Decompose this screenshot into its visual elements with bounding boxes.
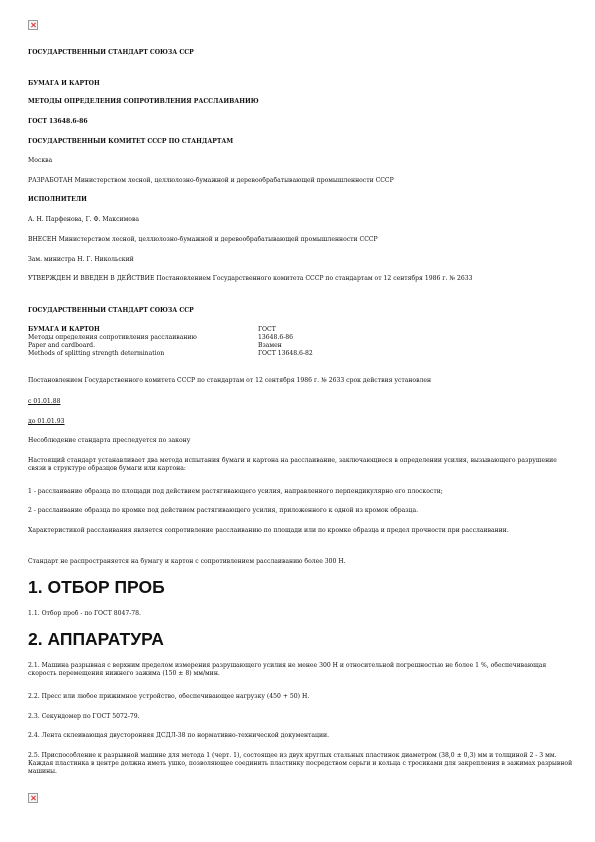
table-cell: Paper and cardboard.: [28, 342, 96, 349]
table-row: [28, 334, 573, 342]
table-row: [28, 326, 573, 334]
executors-line: А. Н. Парфенова, Г. Ф. Максимова: [28, 216, 140, 223]
introduced-line: ВНЕСЕН Министерством лесной, целлюлозно-бумажной и деревообрабатывающей промышленности СССР: [28, 236, 378, 243]
broken-image-icon: [28, 20, 38, 30]
table-cell: Methods of splitting strength determination: [28, 350, 165, 357]
table-row: [28, 350, 573, 358]
subject-line: БУМАГА И КАРТОН: [28, 80, 100, 87]
methods-line: МЕТОДЫ ОПРЕДЕЛЕНИЯ СОПРОТИВЛЕНИЯ РАССЛАИВАНИЮ: [28, 98, 259, 105]
section-1-heading: 1. ОТБОР ПРОБ: [28, 577, 165, 597]
method-2-line: 2 - расслаивание образца по кромке под действием растягивающего усилия, приложенного к одной из кромок образца.: [28, 507, 419, 514]
noncompliance-line: Несоблюдение стандарта преследуется по закону: [28, 437, 191, 444]
standard-info-table: [28, 326, 573, 358]
broken-image-icon: [28, 793, 38, 803]
executors-label: ИСПОЛНИТЕЛИ: [28, 196, 87, 203]
section-2-paragraph-1: 2.1. Машина разрывная с верхним пределом измерения разрушающего усилия не менее 300 Н и относительной погрешностью не более 1 %, обеспечивающая скорость перемещения нижнего зажима (150 ± 8) мм/мин.: [28, 662, 547, 677]
table-cell: Взамен: [258, 342, 282, 349]
city-line: Москва: [28, 157, 53, 164]
section-2-paragraph-5: 2.5. Приспособление к разрывной машине для метода 1 (черт. 1), состоящее из двух круглых стальных пластинок диаметром (38,0 ± 0,3) мм и толщиной 2 - 3 мм. Каждая пластинка в центре должна иметь ушко, позволяющее соединить пластинку посредством серьги и кольца с тросиками для закрепления в зажимах разрывной машины.: [28, 752, 573, 775]
gost-number: ГОСТ 13648.6-86: [28, 118, 88, 125]
section-1-paragraph: 1.1. Отбор проб - по ГОСТ 8047-78.: [28, 610, 141, 617]
scope-paragraph: Настоящий стандарт устанавливает два метода испытания бумаги и картона на расслаивание, заключающиеся в определении усилия, вызывающего разрушение связи в структуре образцов бумаги или картона:: [28, 457, 557, 472]
standard-title: ГОСУДАРСТВЕННЫЙ СТАНДАРТ СОЮЗА ССР: [28, 307, 194, 314]
section-2-paragraph-2: 2.2. Пресс или любое прижимное устройство, обеспечивающее нагрузку (450 + 50) Н.: [28, 693, 310, 700]
validity-line: Постановлением Государственного комитета СССР по стандартам от 12 сентября 1986 г. № 2633 срок действия установлен: [28, 377, 432, 384]
not-applicable-line: Стандарт не распространяется на бумагу и картон с сопротивлением расслаиванию более 300 Н.: [28, 558, 346, 565]
page-header-title: ГОСУДАРСТВЕННЫЙ СТАНДАРТ СОЮЗА ССР: [28, 49, 194, 56]
characteristics-paragraph: Характеристикой расслаивания является сопротивление расслаиванию по площади или по кромке образца и предел прочности при расслаивании.: [28, 527, 509, 534]
table-cell: БУМАГА И КАРТОН: [28, 326, 100, 333]
table-cell: ГОСТ 13648.6-82: [258, 350, 313, 357]
committee-line: ГОСУДАРСТВЕННЫЙ КОМИТЕТ СССР ПО СТАНДАРТАМ: [28, 138, 234, 145]
table-cell: ГОСТ: [258, 326, 276, 333]
section-2-heading: 2. АППАРАТУРА: [28, 629, 164, 649]
date-from: с 01.01.88: [28, 398, 61, 405]
method-1-line: 1 - расслаивание образца по площади под действием растягивающего усилия, направленного перпендикулярно его плоскости;: [28, 488, 443, 495]
date-to: до 01.01.93: [28, 418, 65, 425]
table-cell: Методы определения сопротивления расслаиванию: [28, 334, 197, 341]
section-2-paragraph-3: 2.3. Секундомер по ГОСТ 5072-79.: [28, 713, 140, 720]
table-row: [28, 342, 573, 350]
deputy-line: Зам. министра Н. Г. Никольский: [28, 256, 134, 263]
section-2-paragraph-4: 2.4. Лента склеивающая двусторонняя ДСДЛ-38 по нормативно-технической документации.: [28, 732, 330, 739]
developed-line: РАЗРАБОТАН Министерством лесной, целлюлозно-бумажной и деревообрабатывающей промышленности СССР: [28, 177, 394, 184]
table-cell: 13648.6-86: [258, 334, 294, 341]
approved-paragraph: УТВЕРЖДЕН И ВВЕДЕН В ДЕЙСТВИЕ Постановлением Государственного комитета СССР по стандартам от 12 сентября 1986 г. № 2633: [28, 275, 473, 282]
